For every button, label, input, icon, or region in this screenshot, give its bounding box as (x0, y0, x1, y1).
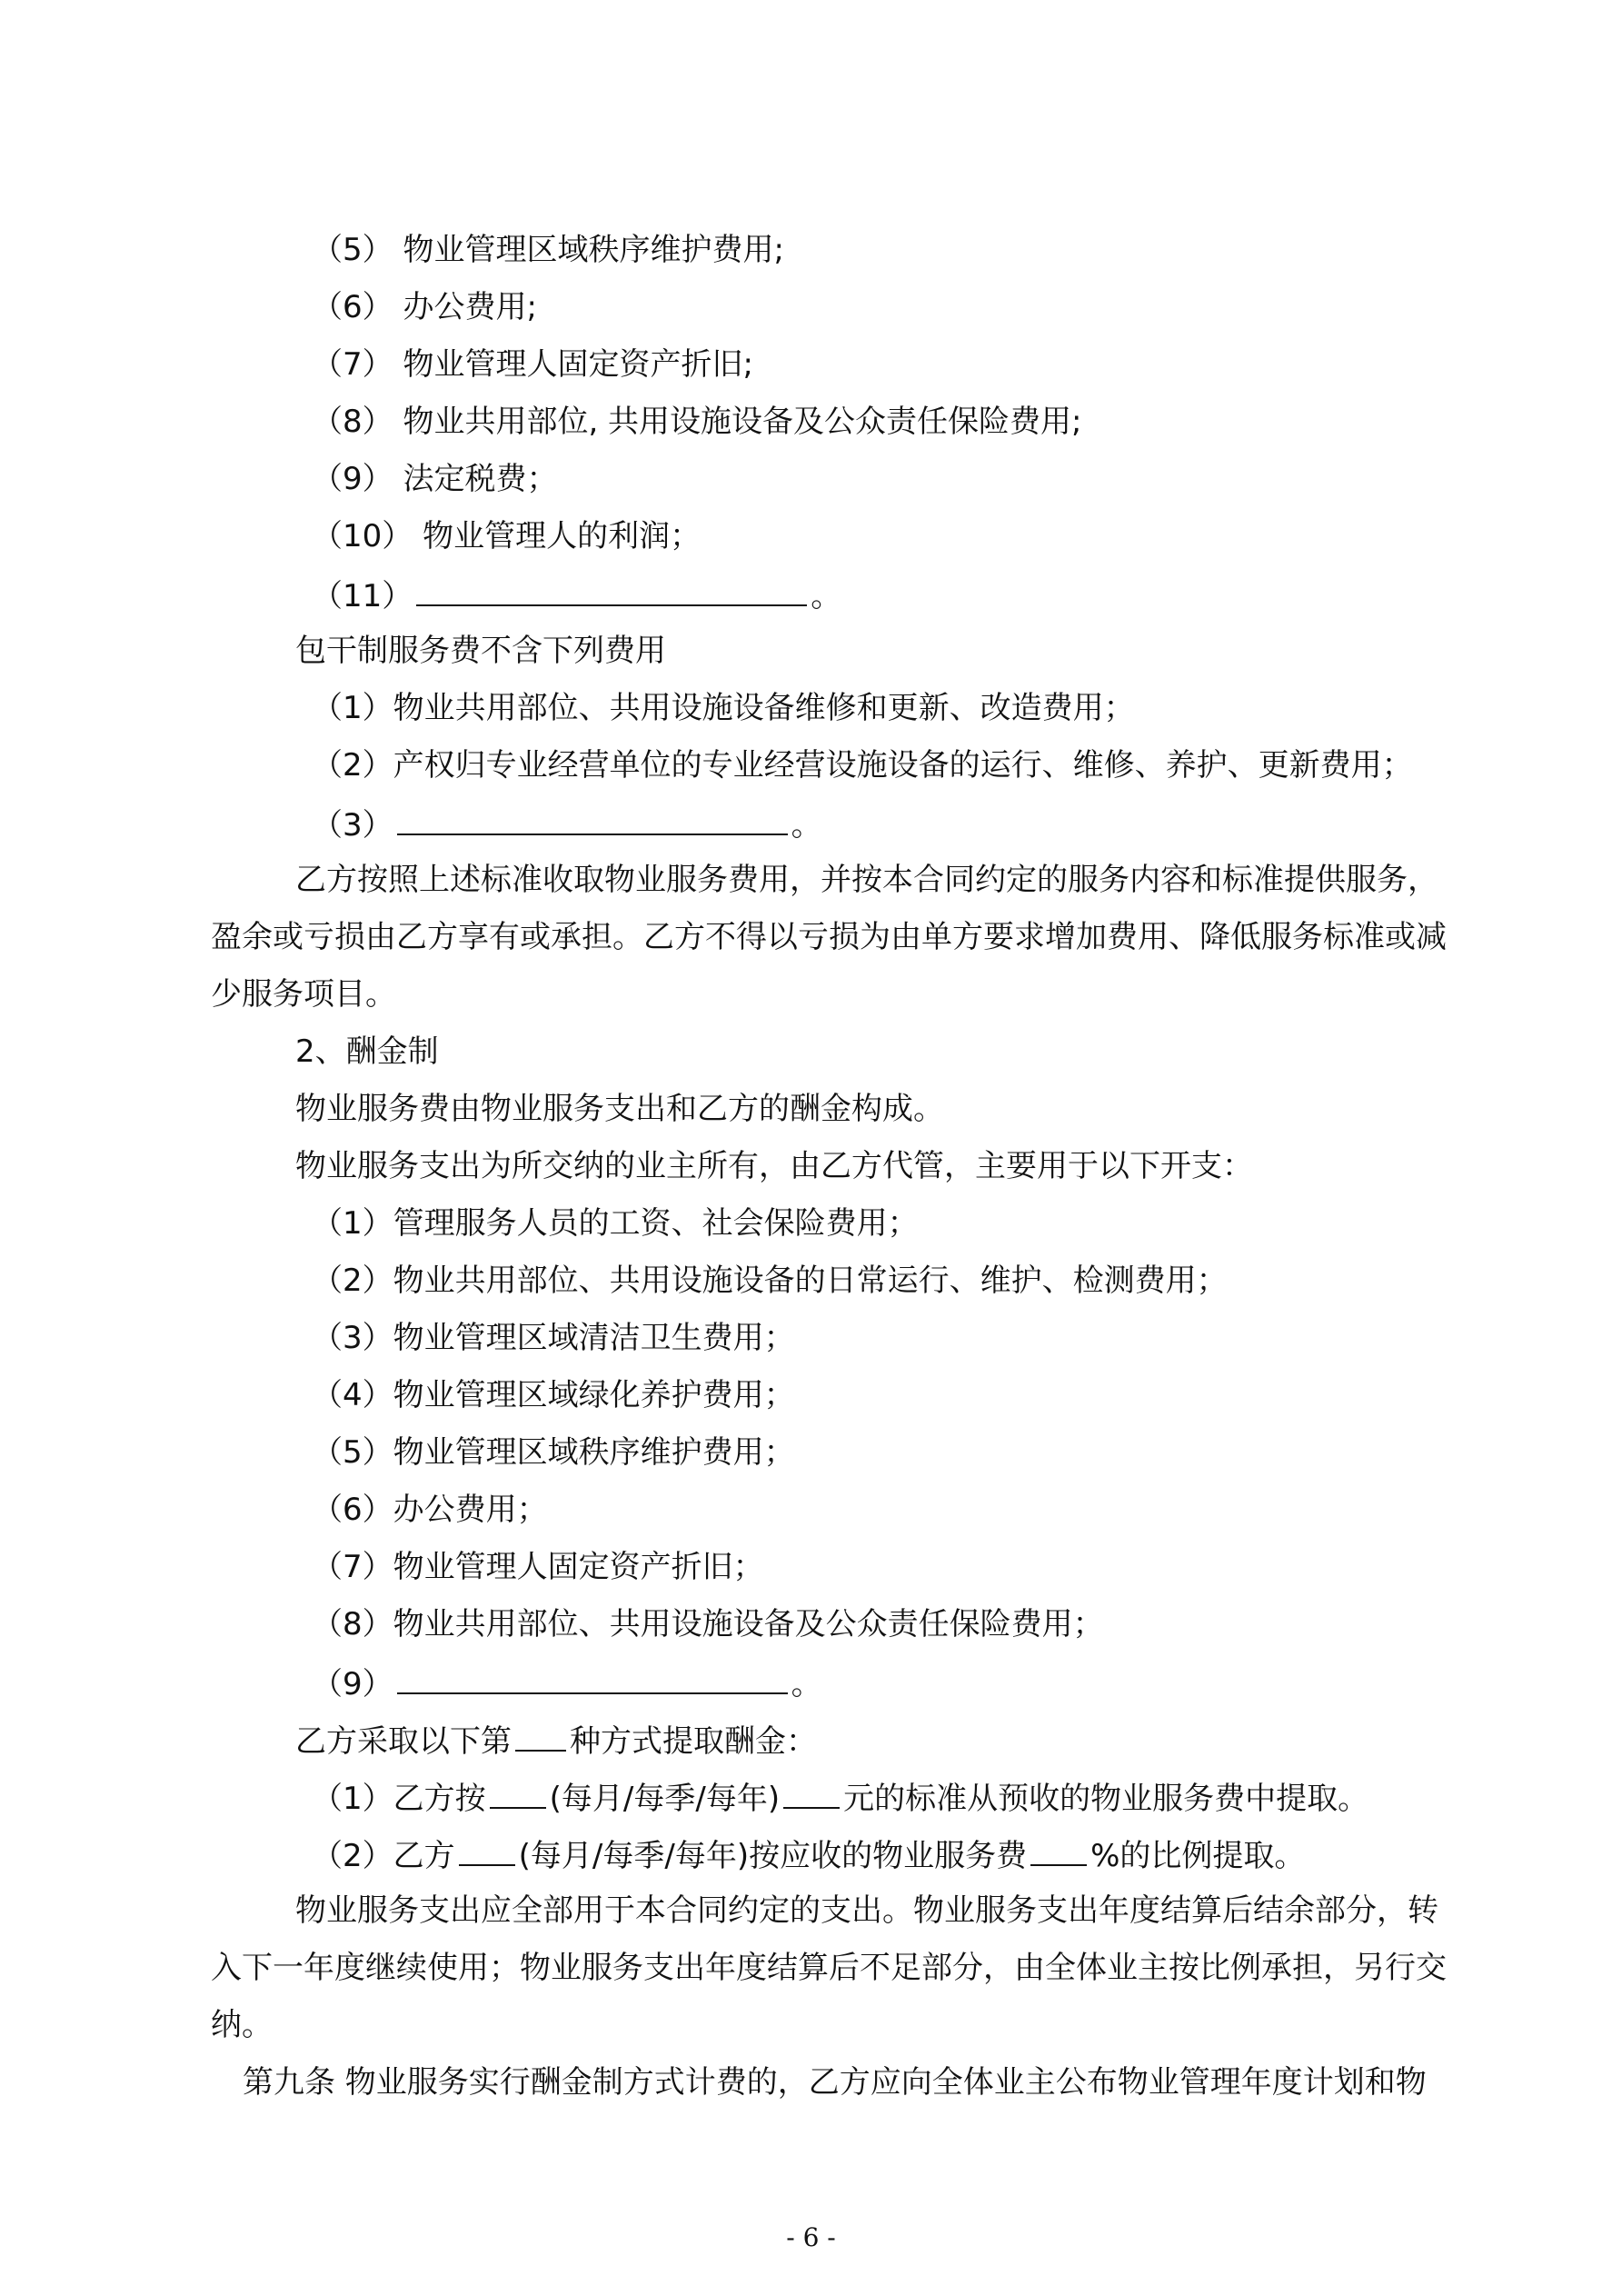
line-text: （7） 物业管理人固定资产折旧; (312, 346, 753, 383)
line-text: （1）管理服务人员的工资、社会保险费用； (312, 1205, 919, 1242)
fill-blank (459, 1833, 515, 1866)
text-line (295, 1146, 1253, 1186)
fill-blank (416, 574, 807, 606)
line-text: (每月/每季/每年) (549, 1781, 781, 1817)
line-text: （4）物业管理区域绿化养护费用； (312, 1377, 795, 1413)
line-text: （2）产权归专业经营单位的专业经营设施设备的运行、维修、养护、更新费用； (312, 747, 1413, 784)
fill-blank (490, 1776, 546, 1809)
text-line (312, 1776, 1368, 1819)
line-text: （9） 法定税费； (312, 461, 558, 497)
line-text: （6） 办公费用; (312, 289, 537, 325)
line-text: （9） (312, 1666, 393, 1702)
text-line (312, 1547, 764, 1587)
line-text: %的比例提取。 (1090, 1838, 1306, 1874)
text-line (243, 2062, 1427, 2102)
text-line (211, 974, 396, 1014)
text-line (312, 803, 822, 845)
line-text: （3） (312, 807, 393, 844)
text-line (312, 745, 1413, 785)
fill-blank (397, 1662, 788, 1694)
line-text: （1）乙方按 (312, 1781, 486, 1817)
text-line (312, 1604, 1104, 1644)
line-text: （2）乙方 (312, 1838, 455, 1874)
line-text: 纳。 (211, 2007, 273, 2043)
line-text: （3）物业管理区域清洁卫生费用； (312, 1320, 795, 1356)
line-text: （8）物业共用部位、共用设施设备及公众责任保险费用； (312, 1606, 1104, 1642)
text-line (312, 344, 753, 384)
fill-blank (397, 803, 788, 835)
text-line (211, 1948, 1447, 1988)
text-line (312, 1203, 919, 1243)
fill-blank (1030, 1833, 1087, 1866)
text-line (312, 230, 784, 270)
text-line (295, 1891, 1438, 1931)
text-line (312, 516, 701, 556)
period-mark: 。 (791, 1666, 822, 1702)
text-line (312, 1375, 795, 1415)
line-text: 物业服务支出为所交纳的业主所有，由乙方代管，主要用于以下开支： (295, 1148, 1253, 1184)
text-line (312, 1433, 795, 1472)
text-line (312, 402, 1082, 442)
text-line (211, 2005, 273, 2045)
line-text: 乙方按照上述标准收取物业服务费用，并按本合同约定的服务内容和标准提供服务， (295, 862, 1438, 898)
text-line (312, 1490, 548, 1530)
line-text: 物业服务费由物业服务支出和乙方的酬金构成。 (295, 1091, 944, 1127)
text-line (295, 631, 666, 671)
text-line (295, 860, 1438, 900)
text-line (312, 574, 841, 616)
text-line (312, 287, 537, 327)
line-text: 乙方采取以下第 (295, 1723, 512, 1760)
line-text: (每月/每季/每年)按应收的物业服务费 (518, 1838, 1028, 1874)
line-text: 物业服务支出应全部用于本合同约定的支出。物业服务支出年度结算后结余部分，转 (295, 1892, 1438, 1929)
line-text: 少服务项目。 (211, 976, 396, 1013)
text-line (295, 1719, 817, 1762)
period-mark: 。 (811, 578, 842, 614)
line-text: （11） (312, 578, 413, 614)
line-text: （8） 物业共用部位, 共用设施设备及公众责任保险费用; (312, 404, 1082, 440)
line-text: （5）物业管理区域秩序维护费用； (312, 1434, 795, 1471)
line-text: （10） 物业管理人的利润； (312, 518, 702, 554)
line-text: （6）办公费用； (312, 1492, 548, 1528)
text-line (312, 1318, 795, 1358)
text-line (295, 1089, 944, 1129)
line-text: 入下一年度继续使用；物业服务支出年度结算后不足部分，由全体业主按比例承担，另行交 (211, 1950, 1447, 1986)
line-text: 2、酬金制 (295, 1033, 439, 1070)
line-text: 第九条 物业服务实行酬金制方式计费的，乙方应向全体业主公布物业管理年度计划和物 (243, 2064, 1427, 2101)
text-line (312, 459, 557, 499)
line-text: 种方式提取酬金： (570, 1723, 817, 1760)
page-number: - 6 - (786, 2222, 836, 2252)
text-line (312, 688, 1135, 728)
line-text: （2）物业共用部位、共用设施设备的日常运行、维护、检测费用； (312, 1263, 1228, 1299)
line-text: 元的标准从预收的物业服务费中提取。 (843, 1781, 1369, 1817)
line-text: （7）物业管理人固定资产折旧； (312, 1549, 764, 1585)
text-line (312, 1261, 1228, 1301)
fill-blank (783, 1776, 840, 1809)
line-text: 包干制服务费不含下列费用 (295, 633, 666, 669)
text-line (312, 1662, 822, 1704)
text-line (211, 917, 1447, 957)
period-mark: 。 (791, 807, 822, 844)
line-text: 盈余或亏损由乙方享有或承担。乙方不得以亏损为由单方要求增加费用、降低服务标准或减 (211, 919, 1447, 955)
fill-blank (515, 1719, 566, 1752)
text-line (312, 1833, 1305, 1876)
line-text: （1）物业共用部位、共用设施设备维修和更新、改造费用； (312, 690, 1135, 726)
text-line (295, 1032, 439, 1072)
line-text: （5） 物业管理区域秩序维护费用; (312, 232, 784, 268)
